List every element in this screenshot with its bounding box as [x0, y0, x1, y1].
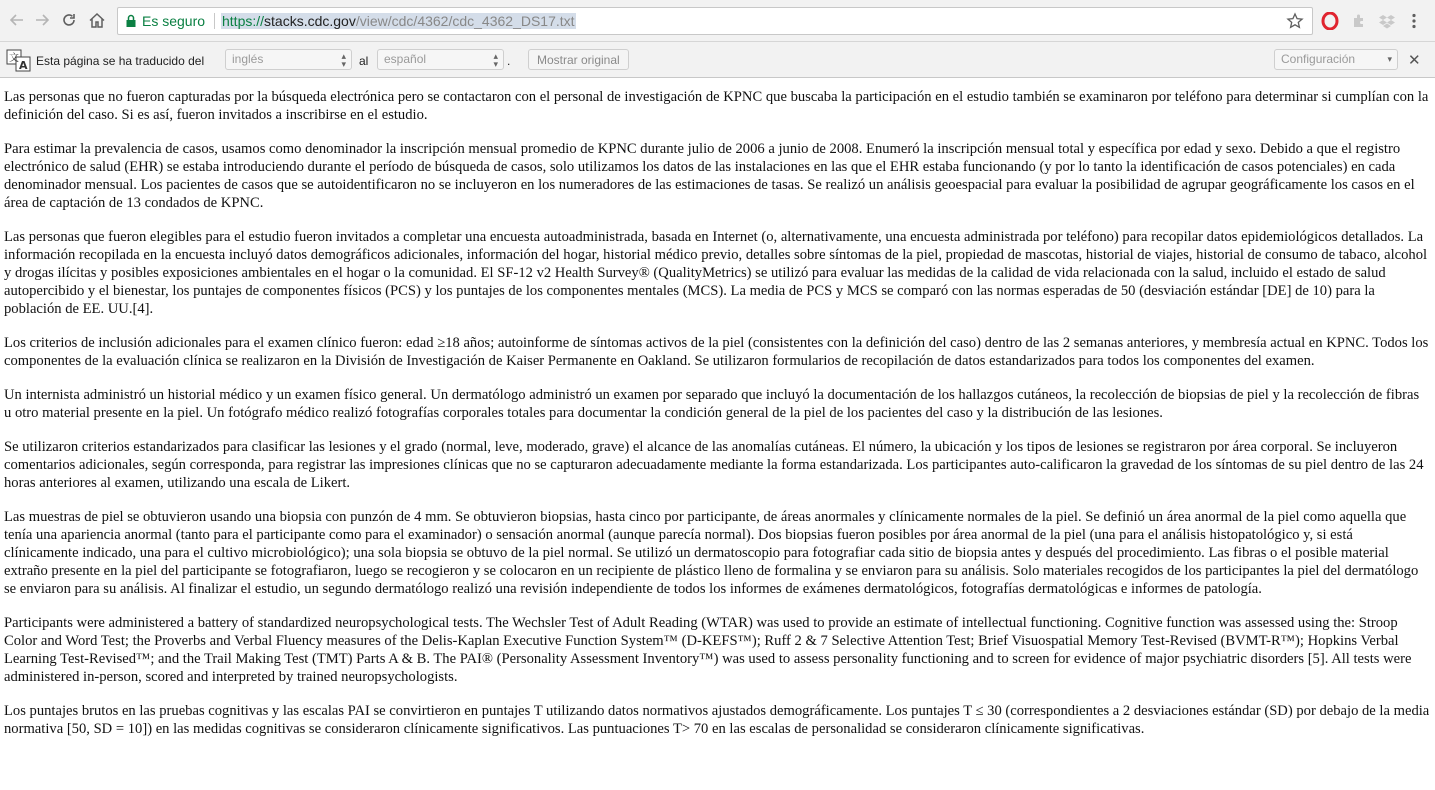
svg-text:文: 文 — [9, 53, 19, 64]
reload-button[interactable] — [58, 9, 80, 31]
paragraph: Los criterios de inclusión adicionales para el examen clínico fueron: edad ≥18 años; autoinforme de síntomas activos de la piel (consistentes con la definición del caso) dentro de las 2 semanas anteriores, y membresía actual en KPNC. Todos los componentes de la evaluación clínica se realizaron en la División de Investigación de Kaiser Permanente en Oakland. Se utilizaron formularios de recopilación de datos estandarizados para todos los componentes del examen. — [4, 335, 1429, 369]
url-text[interactable] — [221, 13, 576, 29]
show-original-button[interactable]: Mostrar original — [528, 49, 629, 70]
kebab-menu-icon — [1412, 13, 1416, 29]
target-language-select[interactable] — [377, 49, 504, 70]
translate-connector: al — [359, 54, 369, 68]
close-translate-bar-button[interactable]: ✕ — [1408, 52, 1421, 69]
home-button[interactable] — [86, 9, 108, 31]
translate-settings-select[interactable] — [1274, 49, 1398, 70]
translate-icon — [6, 49, 32, 73]
omnibox-separator — [214, 13, 215, 29]
paragraph: Las personas que fueron elegibles para el estudio fueron invitados a completar una encuesta autoadministrada, basada en Internet (o, alternativamente, una encuesta administrada por teléfono) para recopilar datos epidemiológicos detallados. La información recopilada en la encuesta incluyó datos demográficos adicionales, información del hogar, historial médico previo, detalles sobre síntomas de la piel, propiedad de mascotas, historial de viajes, historial de consumo de tabaco, alcohol y drogas ilícitas y posibles exposiciones ambientales en el hogar o la comunidad. El SF-12 v2 Health Survey® (QualityMetrics) se utilizó para evaluar las medidas de la calidad de vida relacionada con la salud, incluido el estado de salud autopercibido y el bienestar, los puntajes de componentes físicos (PCS) y los puntajes de los componentes mentales (MCS). La media de PCS y MCS se comparó con las normas esperadas de 50 (desviación estándar [DE] de 10) para la población de EE. UU.[4]. — [4, 229, 1428, 317]
paragraph: Se utilizaron criterios estandarizados para clasificar las lesiones y el grado (normal, leve, moderado, grave) el alcance de las anomalías cutáneas. El número, la ubicación y los tipos de lesiones se registraron por área corporal. Se incluyeron comentarios adicionales, según corresponda, para registrar las impresiones clínicas que no se capturaron adecuadamente mediante la forma estandarizada. Los participantes auto-calificaron la gravedad de los síntomas de su piel dentro de las 24 horas anteriores al examen, utilizando una escala de Likert. — [4, 439, 1424, 491]
translate-period: . — [507, 54, 511, 68]
source-language-value: inglés — [232, 52, 264, 66]
url-path: /view/cdc/4362/cdc_4362_DS17.txt — [355, 13, 575, 29]
opera-icon — [1321, 12, 1339, 30]
svg-text:A: A — [19, 59, 28, 72]
puzzle-icon — [1351, 13, 1367, 29]
home-icon — [88, 12, 106, 29]
url-scheme: https:// — [222, 13, 265, 29]
back-arrow-icon — [9, 12, 25, 28]
dropbox-extension-icon[interactable] — [1377, 11, 1397, 31]
source-language-select[interactable] — [225, 49, 352, 70]
translate-settings-value: Configuración — [1281, 52, 1356, 66]
document-body — [4, 88, 1430, 754]
bookmark-star-icon[interactable] — [1286, 12, 1304, 30]
dropbox-icon — [1379, 13, 1395, 29]
browser-toolbar — [0, 0, 1435, 42]
security-label[interactable]: Es seguro — [142, 13, 206, 29]
forward-button[interactable] — [31, 9, 53, 31]
select-arrows-icon: ▴ ▾ — [341, 51, 346, 69]
chevron-down-icon: ▾ — [1387, 54, 1392, 64]
paragraph: Un internista administró un historial médico y un examen físico general. Un dermatólogo administró un examen por separado que incluyó la documentación de los hallazgos cutáneos, la recolección de biopsias de piel y la recolección de fibras u otro material presente en la piel. Un fotógrafo médico realizó fotografías corporales totales para documentar la condición general de la piel de los pacientes del caso y la distribución de las lesiones. — [4, 387, 1420, 421]
paragraph: Participants were administered a battery of standardized neuropsychological tests. The Wechsler Test of Adult Reading (WTAR) was used to provide an estimate of intellectual functioning. Cognitive function was assessed using the: Stroop Color and Word Test; the Proverbs and Verbal Fluency measures of the Delis-Kaplan Executive Function System™ (D-KEFS™); Ruff 2 & 7 Selective Attention Test; Brief Visuospatial Memory Test-Revised (BVMT-R™); Hopkins Verbal Learning Test-Revised™; and the Trail Making Test (TMT) Parts A & B. The PAI® (Personality Assessment Inventory™) was used to assess personality functioning and to screen for evidence of major psychiatric disorders [5]. All tests were administered in-person, scored and interpreted by trained neuropsychologists. — [4, 615, 1412, 685]
translate-message: Esta página se ha traducido del — [36, 54, 205, 68]
forward-arrow-icon — [34, 12, 50, 28]
translate-bar — [0, 42, 1435, 78]
select-arrows-icon: ▴ ▾ — [493, 51, 498, 69]
back-button[interactable] — [6, 9, 28, 31]
opera-extension-icon[interactable] — [1320, 11, 1340, 31]
paragraph: Para estimar la prevalencia de casos, usamos como denominador la inscripción mensual promedio de KPNC durante julio de 2006 a junio de 2008. Enumeró la inscripción mensual total y específica por edad y sexo. Debido a que el registro electrónico de salud (EHR) se estaba introduciendo durante el período de búsqueda de casos, solo utilizamos los datos de las instalaciones en las que el EHR estaba funcionando (y por lo tanto la identificación de casos potenciales) en cada denominador mensual. Los pacientes de casos que se autoidentificaron no se incluyeron en los numeradores de las estimaciones de tasas. Se realizó un análisis geoespacial para evaluar la posibilidad de agrupar geográficamente los casos en el área de captación de 13 condados de KPNC. — [4, 141, 1415, 211]
puzzle-extension-icon[interactable] — [1349, 11, 1369, 31]
paragraph: Los puntajes brutos en las pruebas cognitivas y las escalas PAI se convirtieron en puntajes T utilizando datos normativos ajustados demográficamente. Los puntajes T ≤ 30 (correspondientes a 2 desviaciones estándar (SD) por debajo de la media normativa [50, SD = 10]) en las medidas cognitivas se consideraron clínicamente significativos. Las puntuaciones T> 70 en las escalas de personalidad se consideraron clínicamente significativas. — [4, 703, 1430, 737]
reload-icon — [61, 12, 77, 28]
browser-menu-button[interactable] — [1404, 11, 1424, 31]
paragraph: Las muestras de piel se obtuvieron usando una biopsia con punzón de 4 mm. Se obtuvieron biopsias, hasta cinco por participante, de áreas anormales y clínicamente normales de la piel. Se definió un área anormal de la piel como aquella que tenía una apariencia anormal (tanto para el participante como para el examinador) o sensación anormal (aunque parecía normal). Dos biopsias fueron posibles por área anormal de la piel (una para el análisis histopatológico y, si está clínicamente indicado, una para el cultivo microbiológico); una sola biopsia se obtuvo de la piel normal. Se utilizó un dermatoscopio para fotografiar cada sitio de biopsia antes y después del procedimiento. Las fibras o el posible material extraño presente en la piel del participante se fotografiaron, luego se recogieron y se colocaron en un recipiente de plástico lleno de formalina y se enviaron para su análisis. Solo materiales recogidos de los participantes la piel del dermatólogo se enviaron para su análisis. Al finalizar el estudio, un segundo dermatólogo realizó una revisión independiente de todos los informes de exámenes dermatológicos, fotografías dermatológicas e informes de patología. — [4, 509, 1419, 597]
target-language-value: español — [384, 52, 427, 66]
address-bar[interactable] — [117, 7, 1313, 35]
paragraph: Las personas que no fueron capturadas por la búsqueda electrónica pero se contactaron con el personal de investigación de KPNC que buscaba la participación en el estudio también se examinaron por teléfono para determinar si cumplían con la definición del caso. Si es así, fueron invitados a inscribirse en el estudio. — [4, 89, 1429, 123]
lock-icon — [125, 14, 137, 28]
url-host: stacks.cdc.gov — [264, 13, 356, 29]
